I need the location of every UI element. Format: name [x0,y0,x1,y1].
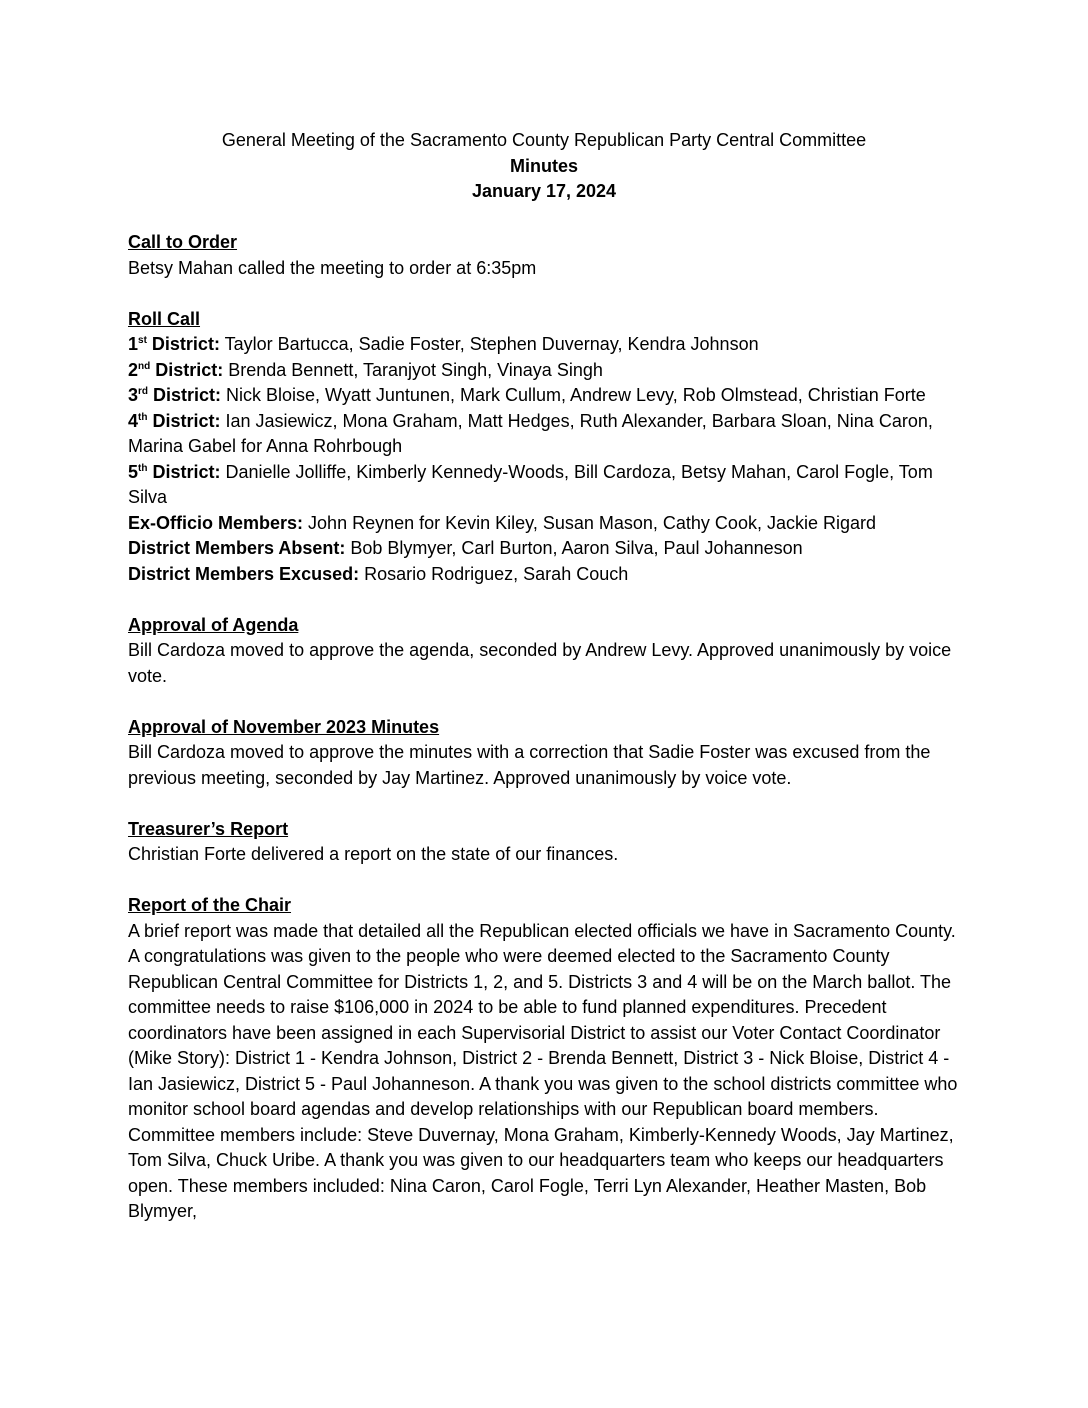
district-names: Danielle Jolliffe, Kimberly Kennedy-Woods, Bill Cardoza, Betsy Mahan, Carol Fogle, Tom Silva [128,461,933,507]
district-ordinal: th [138,411,148,423]
excused-label: District Members Excused: [128,563,360,584]
district-label: District: [150,359,224,380]
district-label: District: [147,461,221,482]
treasurer-section [128,817,960,868]
district-ordinal: th [138,462,148,474]
district-number: 2 [128,359,139,380]
approval-agenda-heading: Approval of Agenda [128,614,299,635]
roll-call-absent [128,536,960,562]
roll-call-district-4 [128,409,960,460]
approval-agenda-text: Bill Cardoza moved to approve the agenda, seconded by Andrew Levy. Approved unanimously by voice vote. [128,640,952,686]
district-names: Ian Jasiewicz, Mona Graham, Matt Hedges, Ruth Alexander, Barbara Sloan, Nina Caron, Marina Gabel for Anna Rohrbough [128,410,933,456]
district-names: Brenda Bennett, Taranjyot Singh, Vinaya Singh [223,359,603,380]
approval-minutes-section [128,715,960,792]
excused-names: Rosario Rodriguez, Sarah Couch [359,563,629,584]
absent-names: Bob Blymyer, Carl Burton, Aaron Silva, Paul Johanneson [345,538,803,558]
document-header [128,128,960,205]
ex-officio-names: John Reynen for Kevin Kiley, Susan Mason, Cathy Cook, Jackie Rigard [303,512,876,533]
roll-call-district-1 [128,332,960,358]
roll-call-heading: Roll Call [128,308,201,329]
roll-call-ex-officio [128,511,960,537]
absent-label: District Members Absent: [128,538,346,558]
chair-section [128,893,960,1225]
district-ordinal: st [138,335,147,346]
district-label: District: [146,334,220,354]
district-names: Nick Bloise, Wyatt Juntunen, Mark Cullum, Andrew Levy, Rob Olmstead, Christian Forte [221,385,926,405]
call-to-order-heading: Call to Order [128,232,238,252]
treasurer-text: Christian Forte delivered a report on the state of our finances. [128,844,619,864]
district-names: Taylor Bartucca, Sadie Foster, Stephen Duvernay, Kendra Johnson [219,334,759,354]
treasurer-heading: Treasurer’s Report [128,818,289,839]
district-ordinal: rd [138,386,149,397]
district-ordinal: nd [138,360,151,372]
document-subtitle: Minutes [509,155,578,176]
ex-officio-label: Ex-Officio Members: [128,512,304,533]
roll-call-district-3 [128,383,960,409]
district-number: 3 [128,385,139,405]
district-number: 4 [128,410,139,431]
document-title: General Meeting of the Sacramento County Republican Party Central Committee [221,130,867,150]
roll-call-section [128,307,960,588]
call-to-order-section [128,230,960,281]
approval-minutes-text: Bill Cardoza moved to approve the minutes with a correction that Sadie Foster was excused from the previous meeting, seconded by Jay Martinez. Approved unanimously by voice vote. [128,742,931,788]
district-number: 5 [128,461,139,482]
document-date: January 17, 2024 [471,181,617,201]
chair-text: A brief report was made that detailed all the Republican elected officials we have in Sacramento County. A congratulations was given to the people who were deemed elected to the Sacramento County Republican Central Committee for Districts 1, 2, and 5. Districts 3 and 4 will be on the March ballot. The committee needs to raise $106,000 in 2024 to be able to fund planned expenditures. Precedent coordinators have been assigned in each Supervisorial District to assist our Voter Contact Coordinator (Mike Story): District 1 - Kendra Johnson, District 2 - Brenda Bennett, District 3 - Nick Bloise, District 4 - Ian Jasiewicz, District 5 - Paul Johanneson. A thank you was given to the school districts committee who monitor school board agendas and develop relationships with our Republican board members. Committee members include: Steve Duvernay, Mona Graham, Kimberly-Kennedy Woods, Jay Martinez, Tom Silva, Chuck Uribe. A thank you was given to our headquarters team who keeps our headquarters open. These members included: Nina Caron, Carol Fogle, Terri Lyn Alexander, Heather Masten, Bob Blymyer, [128,920,958,1221]
approval-agenda-section [128,613,960,690]
district-label: District: [147,410,221,431]
approval-minutes-heading: Approval of November 2023 Minutes [128,716,440,737]
call-to-order-text: Betsy Mahan called the meeting to order at 6:35pm [128,257,537,278]
roll-call-excused [128,562,960,588]
roll-call-district-5 [128,460,960,511]
document-page [128,128,960,1225]
chair-heading: Report of the Chair [128,895,292,915]
roll-call-district-2 [128,358,960,384]
district-number: 1 [128,334,139,354]
district-label: District: [148,385,222,405]
